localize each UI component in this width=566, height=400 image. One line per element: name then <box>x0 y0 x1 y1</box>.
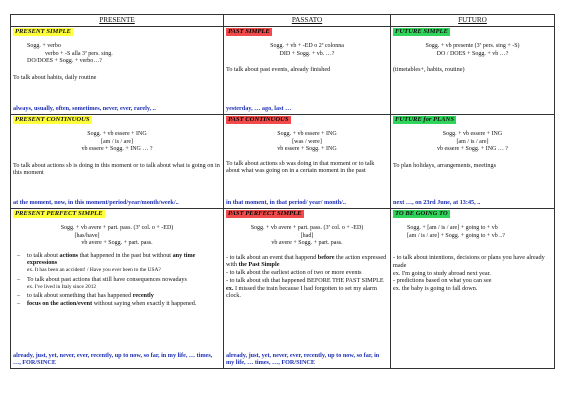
usage-note: To talk about past events, already finished <box>226 66 331 74</box>
formula-line: Sogg. + verbo <box>27 43 61 50</box>
formula-line: [has/have] <box>74 232 100 239</box>
usage-line: ex. I missed the train because I had forgotten to set my alarm clock. <box>226 284 377 300</box>
keywords: in that moment, in that period/ year/ month/.. <box>226 199 346 207</box>
keywords: always, usually, often, sometimes, never, ever, rarely, .. <box>13 105 156 113</box>
formula-line: verbo + -S alla 3ª pers. sing. <box>45 50 113 57</box>
usage-item: – focus on the action/event without saying when exactly it happened. <box>13 300 221 308</box>
cell-future-plans <box>391 115 555 209</box>
formula-line: Sogg. + vb essere + ING <box>87 131 147 138</box>
formula-present-continuous <box>13 131 221 154</box>
tense-header-past-simple: PAST SIMPLE <box>228 28 270 35</box>
formula-future-plans <box>393 131 552 154</box>
formula-line: [am / is / are] <box>456 138 489 145</box>
cell-going-to <box>391 209 555 369</box>
usage-line: - to talk about sth that happened BEFORE THE PAST SIMPLE <box>226 276 384 284</box>
keywords: already, just, yet, never, ever, recently, up to now, so far, in my life, … times, …, FOR/SINCE <box>13 351 213 367</box>
formula-line: DO/DOES + Sogg. + verbo…? <box>27 58 102 65</box>
usage-item: – To talk about past actions that still have consequences nowadays <box>13 276 221 284</box>
cell-past-continuous <box>224 115 391 209</box>
formula-line: vb essere + Sogg. + ING … ? <box>436 146 509 153</box>
column-header-presente: PRESENTE <box>11 15 224 27</box>
formula-line: Sogg. + vb + -ED o 2ª colonna <box>270 43 344 50</box>
formula-line: vb essere + Sogg. + ING <box>277 146 337 153</box>
tenses-table <box>10 14 555 369</box>
column-header-futuro: FUTURO <box>391 15 555 27</box>
formula-future-simple <box>393 43 552 58</box>
tense-header-going-to: TO BE GOING TO <box>395 210 448 217</box>
formula-line: vb avere + Sogg. + part. pass. <box>81 240 153 247</box>
formula-line: Sogg. + vb avere + part. pass. (3ª col. o + -ED) <box>250 225 364 232</box>
tense-header-present-perfect: PRESENT PERFECT SIMPLE <box>15 210 103 217</box>
formula-present-perfect <box>13 225 221 248</box>
cell-present-continuous <box>11 115 224 209</box>
keywords: next …, on 23rd June, at 13:45, .. <box>393 199 481 207</box>
usage-item: – to talk about actions that happened in the past but without any time expressions <box>13 252 221 268</box>
formula-line: Sogg. + vb essere + ING <box>277 131 337 138</box>
keywords: already, just, yet, never, ever, recently, up to now, so far, in my life, … times, …, FOR/SINCE <box>226 351 380 367</box>
cell-present-simple <box>11 27 224 115</box>
tense-header-past-continuous: PAST CONTINUOUS <box>228 116 289 123</box>
formula-line: DID + Sogg. + vb. …? <box>279 50 335 57</box>
usage-line: ex. I'm going to study abroad next year. <box>393 269 491 277</box>
usage-list <box>13 292 221 308</box>
formula-line: Sogg. + vb essere + ING <box>442 131 503 138</box>
formula-line: vb essere + Sogg. + ING … ? <box>81 146 153 153</box>
keywords: at the moment, now, in this moment/period/year/month/week/.. <box>13 199 179 207</box>
usage-note: (timetables+, habits, routine) <box>393 66 465 74</box>
usage-line: - to talk about an event that happend before the action expressed with the Past Simple <box>226 253 387 269</box>
cell-past-simple <box>224 27 391 115</box>
tense-header-present-continuous: PRESENT CONTINUOUS <box>15 116 90 123</box>
keywords: yesterday, … ago, last … <box>226 105 292 113</box>
tenses-table-page <box>10 14 554 369</box>
cell-past-perfect <box>224 209 391 369</box>
example: ex. It has been an accident! / Have you ever been to the USA? <box>27 267 161 274</box>
formula-line: [am / is / are] + Sogg. + going to + vb ..? <box>407 232 505 239</box>
usage-list <box>13 276 221 284</box>
cell-future-simple <box>391 27 555 115</box>
formula-line: Sogg. + vb avere + part. pass. (3ª col. o + -ED) <box>60 225 174 232</box>
usage-line: ex. the baby is going to fall down. <box>393 285 478 293</box>
formula-past-simple <box>226 43 388 58</box>
formula-line: Sogg. + [am / is / are] + going to + vb <box>407 225 498 232</box>
usage-item: – to talk about something that has happened recently <box>13 292 221 300</box>
tense-header-future-simple: FUTURE SIMPLE <box>395 28 448 35</box>
formula-line: [had] <box>300 232 314 239</box>
usage-note: To talk about actions sb is doing in this moment or to talk about what is going on in this moment <box>13 161 220 177</box>
usage-line: - predictions based on what you can see <box>393 277 492 285</box>
formula-line: [am / is / are] <box>101 138 133 145</box>
usage-note: To plan holidays, arrangements, meetings <box>393 161 497 169</box>
formula-line: [was / were] <box>292 138 322 145</box>
formula-line: Sogg. + vb presente (3ª pers. sing + -S) <box>425 43 520 50</box>
usage-list <box>13 252 221 268</box>
formula-line: vb avere + Sogg. + part. pass. <box>271 240 343 247</box>
cell-present-perfect <box>11 209 224 369</box>
tense-header-past-perfect: PAST PERFECT SIMPLE <box>228 210 302 217</box>
formula-line: DO / DOES + Sogg. + vb …? <box>436 50 509 57</box>
usage-note: To talk about actions sb was doing in that moment or to talk about what was going on in a certain moment in the past <box>226 159 375 175</box>
column-header-passato: PASSATO <box>224 15 391 27</box>
usage-line: - to talk about the earliest action of two or more events <box>226 269 362 277</box>
formula-going-to <box>393 225 552 240</box>
usage-note: To talk about habits, daily routine <box>13 73 97 81</box>
formula-past-perfect <box>226 225 388 248</box>
example: ex. I've lived in Italy since 2012 <box>27 283 97 290</box>
tense-header-present-simple: PRESENT SIMPLE <box>15 28 71 35</box>
usage-line: - to talk about intentions, decisions or plans you have already made <box>393 254 545 269</box>
formula-past-continuous <box>226 131 388 154</box>
formula-present-simple <box>13 43 221 66</box>
tense-header-future-plans: FUTURE for PLANS <box>395 116 454 123</box>
